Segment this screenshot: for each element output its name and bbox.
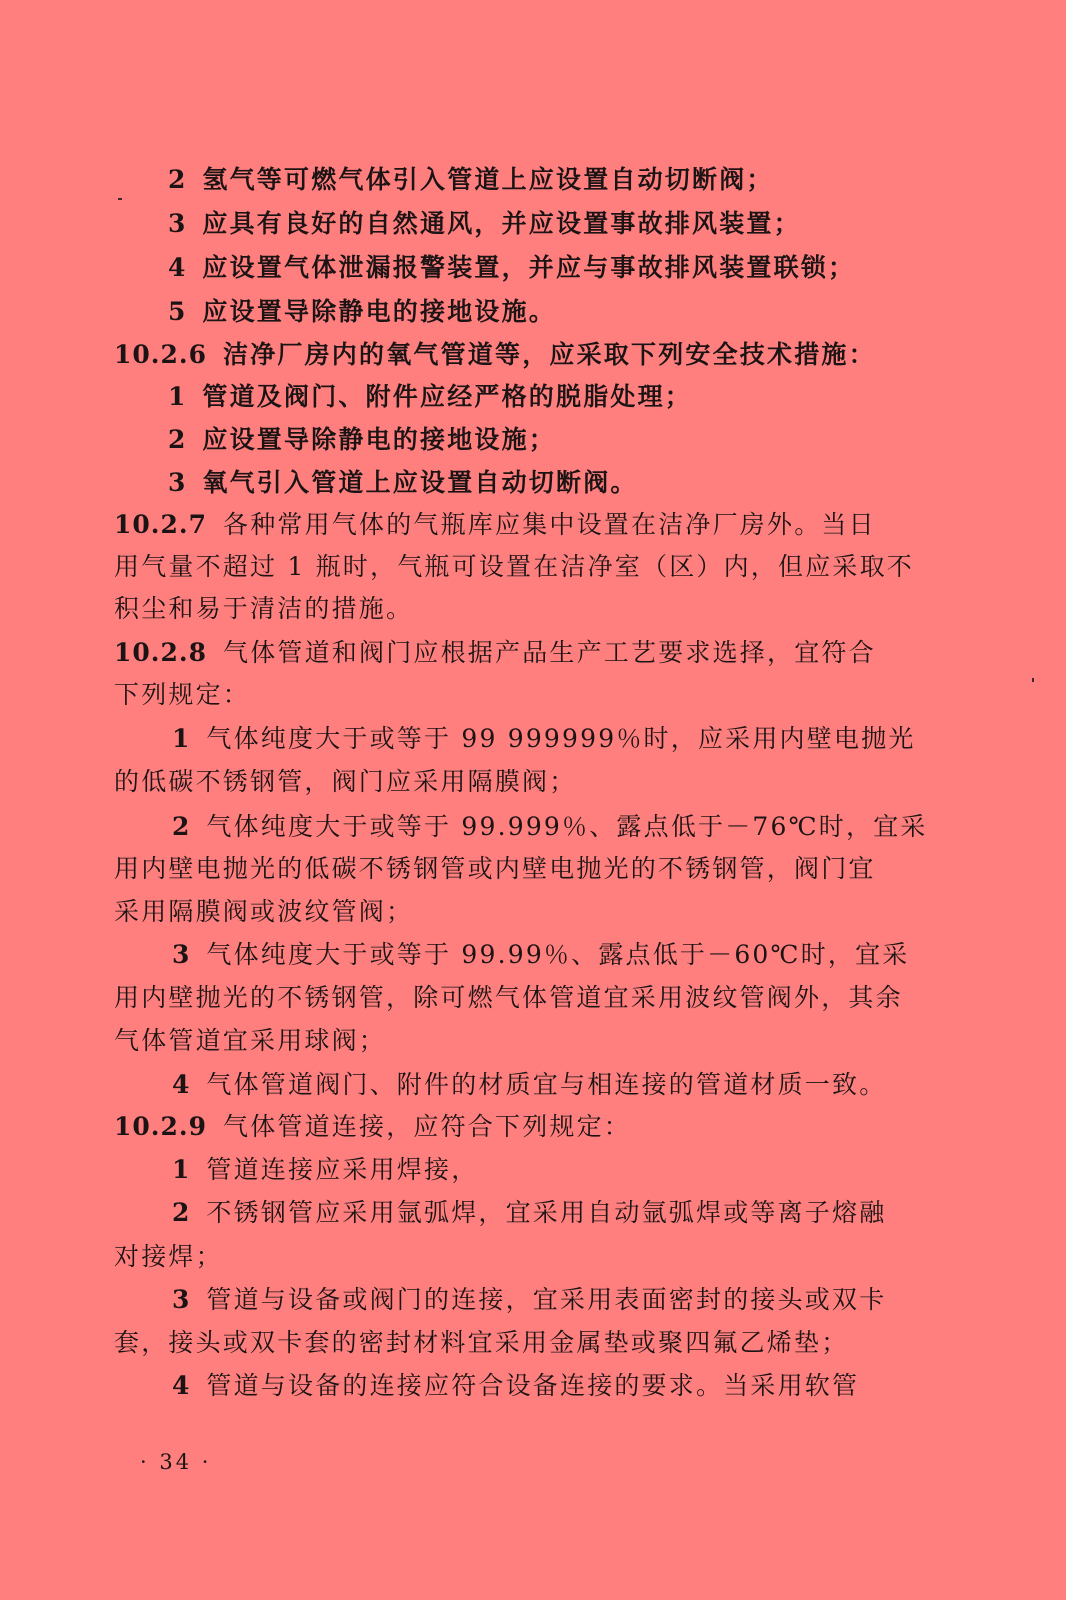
clause-number: 10.2.6 <box>114 340 207 369</box>
list-item <box>172 1283 1066 1317</box>
clause-heading <box>114 636 1066 670</box>
list-item <box>172 1068 1066 1102</box>
text-line: 下列规定： <box>114 680 251 709</box>
list-item <box>172 1196 1066 1230</box>
print-speck <box>118 198 122 200</box>
clause-number: 10.2.7 <box>114 510 207 539</box>
item-text: 气体纯度大于或等于 99.999％、露点低于－76℃时，宜采 <box>206 812 928 841</box>
item-number: 1 <box>172 724 191 753</box>
text-line: 用内壁抛光的不锈钢管，除可燃气体管道宜采用波纹管阀外，其余 <box>114 983 903 1012</box>
clause-text: 洁净厂房内的氧气管道等，应采取下列安全技术措施： <box>223 340 876 369</box>
text-line: 用内壁电抛光的低碳不锈钢管或内壁电抛光的不锈钢管，阀门宜 <box>114 854 876 883</box>
item-text: 管道及阀门、附件应经严格的脱脂处理； <box>202 382 693 411</box>
item-text: 气体纯度大于或等于 99.99％、露点低于－60℃时，宜采 <box>206 940 910 969</box>
clause-heading <box>114 1110 1066 1144</box>
clause-text: 气体管道连接，应符合下列规定： <box>223 1112 632 1141</box>
list-item <box>168 251 1066 285</box>
list-item <box>168 295 1066 329</box>
item-text: 气体纯度大于或等于 99 999999％时，应采用内壁电抛光 <box>206 724 916 753</box>
list-item <box>172 810 1066 844</box>
list-item <box>172 1153 1066 1187</box>
item-number: 3 <box>172 940 191 969</box>
item-number: 3 <box>168 209 187 238</box>
item-text: 管道与设备或阀门的连接，宜采用表面密封的接头或双卡 <box>206 1285 887 1314</box>
clause-text: 各种常用气体的气瓶库应集中设置在洁净厂房外。当日 <box>223 510 876 539</box>
item-text: 管道与设备的连接应符合设备连接的要求。当采用软管 <box>206 1371 860 1400</box>
item-number: 4 <box>168 253 187 282</box>
item-text: 气体管道阀门、附件的材质宜与相连接的管道材质一致。 <box>206 1070 887 1099</box>
clause-number: 10.2.8 <box>114 638 207 667</box>
item-text: 管道连接应采用焊接， <box>206 1155 479 1184</box>
list-item <box>168 380 1066 414</box>
item-text: 应设置导除静电的接地设施； <box>202 425 557 454</box>
item-number: 4 <box>172 1371 191 1400</box>
item-number: 2 <box>172 812 191 841</box>
page-number: · 34 · <box>140 1450 212 1474</box>
item-number: 2 <box>168 165 187 194</box>
item-number: 4 <box>172 1070 191 1099</box>
text-line: 的低碳不锈钢管，阀门应采用隔膜阀； <box>114 767 577 796</box>
clause-heading <box>114 338 1066 372</box>
item-text: 应设置导除静电的接地设施。 <box>202 297 557 326</box>
text-line: 套，接头或双卡套的密封材料宜采用金属垫或聚四氟乙烯垫； <box>114 1328 849 1357</box>
list-item <box>172 722 1066 756</box>
list-item <box>172 938 1066 972</box>
list-item <box>168 163 1066 197</box>
text-line: 用气量不超过 1 瓶时，气瓶可设置在洁净室（区）内，但应采取不 <box>114 552 915 581</box>
text-line: 气体管道宜采用球阀； <box>114 1026 387 1055</box>
clause-heading <box>114 508 1066 542</box>
item-number: 3 <box>172 1285 191 1314</box>
list-item <box>168 207 1066 241</box>
list-item <box>168 466 1066 500</box>
item-number: 2 <box>172 1198 191 1227</box>
item-number: 5 <box>168 297 187 326</box>
clause-number: 10.2.9 <box>114 1112 207 1141</box>
item-number: 1 <box>172 1155 191 1184</box>
item-number: 3 <box>168 468 187 497</box>
item-text: 氢气等可燃气体引入管道上应设置自动切断阀； <box>202 165 774 194</box>
item-text: 应设置气体泄漏报警装置，并应与事故排风装置联锁； <box>202 253 856 282</box>
text-line: 积尘和易于清洁的措施。 <box>114 594 414 623</box>
list-item <box>168 423 1066 457</box>
clause-text: 气体管道和阀门应根据产品生产工艺要求选择，宜符合 <box>223 638 876 667</box>
item-number: 1 <box>168 382 187 411</box>
item-text: 应具有良好的自然通风，并应设置事故排风装置； <box>202 209 801 238</box>
text-line: 采用隔膜阀或波纹管阀； <box>114 897 414 926</box>
item-text: 不锈钢管应采用氩弧焊，宜采用自动氩弧焊或等离子熔融 <box>206 1198 887 1227</box>
text-line: 对接焊； <box>114 1242 223 1271</box>
item-text: 氧气引入管道上应设置自动切断阀。 <box>202 468 638 497</box>
list-item <box>172 1369 1066 1403</box>
item-number: 2 <box>168 425 187 454</box>
